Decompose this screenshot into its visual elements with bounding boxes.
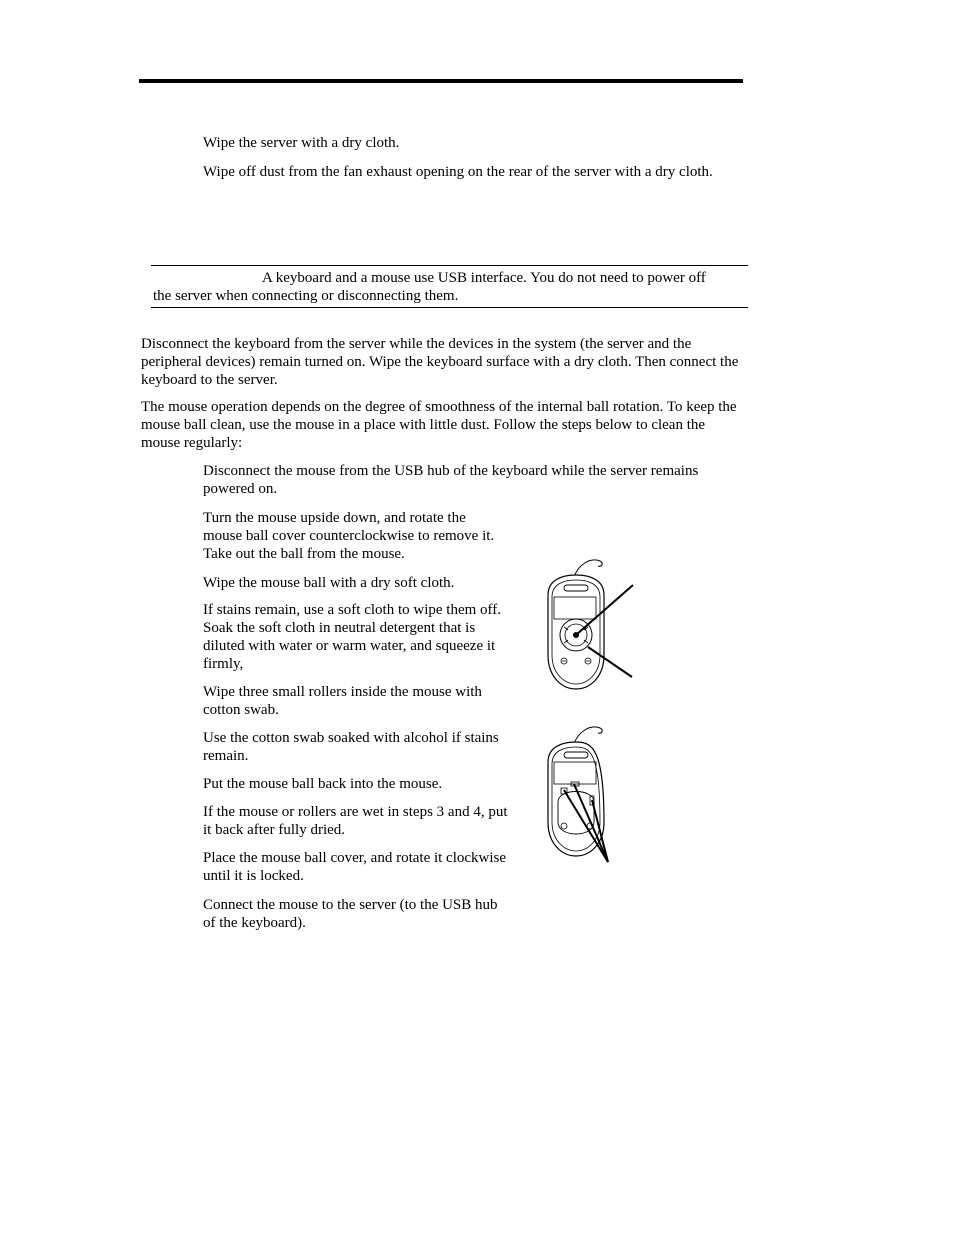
note-top-rule <box>151 265 748 266</box>
mouse-step-6-line-2: remain. <box>203 748 249 764</box>
keyboard-line-2: peripheral devices) remain turned on. Wipe the keyboard surface with a dry cloth. Then connect the <box>141 354 739 370</box>
mouse-ball-cover-figure <box>538 555 638 695</box>
mouse-step-2-line-1: Turn the mouse upside down, and rotate the <box>203 510 466 526</box>
note-line-1: A keyboard and a mouse use USB interface. You do not need to power off <box>262 270 706 286</box>
keyboard-line-3: keyboard to the server. <box>141 372 278 388</box>
keyboard-line-1: Disconnect the keyboard from the server while the devices in the system (the server and the <box>141 336 692 352</box>
mouse-step-7-line-1: Put the mouse ball back into the mouse. <box>203 776 443 792</box>
external-step-2: Wipe off dust from the fan exhaust opening on the rear of the server with a dry cloth. <box>203 164 713 180</box>
mouse-step-5-line-2: cotton swab. <box>203 702 279 718</box>
mouse-step-6-line-1: Use the cotton swab soaked with alcohol if stains <box>203 730 499 746</box>
mouse-intro-line-3: mouse regularly: <box>141 435 243 451</box>
header-rule <box>139 79 743 83</box>
mouse-step-9-line-1: Place the mouse ball cover, and rotate it clockwise <box>203 850 507 866</box>
note-bottom-rule <box>151 307 748 308</box>
mouse-intro-line-2: mouse ball clean, use the mouse in a place with little dust. Follow the steps below to clean the <box>141 417 706 433</box>
mouse-step-2-line-2: mouse ball cover counterclockwise to remove it. <box>203 528 495 544</box>
mouse-step-5-line-1: Wipe three small rollers inside the mouse with <box>203 684 482 700</box>
mouse-intro-line-1: The mouse operation depends on the degree of smoothness of the internal ball rotation. To keep the <box>141 399 737 415</box>
mouse-step-10-line-2: of the keyboard). <box>203 915 306 931</box>
mouse-step-8-line-2: it back after fully dried. <box>203 822 346 838</box>
external-step-1: Wipe the server with a dry cloth. <box>203 135 400 151</box>
mouse-step-9-line-2: until it is locked. <box>203 868 304 884</box>
mouse-rollers-figure <box>538 722 638 867</box>
mouse-step-8-line-1: If the mouse or rollers are wet in steps 3 and 4, put <box>203 804 508 820</box>
mouse-step-4-line-2: Soak the soft cloth in neutral detergent that is <box>203 620 476 636</box>
mouse-step-3-line-1: Wipe the mouse ball with a dry soft cloth. <box>203 575 455 591</box>
mouse-step-4-line-1: If stains remain, use a soft cloth to wipe them off. <box>203 602 501 618</box>
note-line-2: the server when connecting or disconnecting them. <box>153 288 459 304</box>
mouse-step-4-line-3: diluted with water or warm water, and squeeze it <box>203 638 496 654</box>
mouse-step-2-line-3: Take out the ball from the mouse. <box>203 546 405 562</box>
mouse-step-10-line-1: Connect the mouse to the server (to the USB hub <box>203 897 498 913</box>
mouse-step-1-line-1: Disconnect the mouse from the USB hub of the keyboard while the server remains <box>203 463 699 479</box>
mouse-step-4-line-4: firmly, <box>203 656 244 672</box>
mouse-step-1-line-2: powered on. <box>203 481 278 497</box>
